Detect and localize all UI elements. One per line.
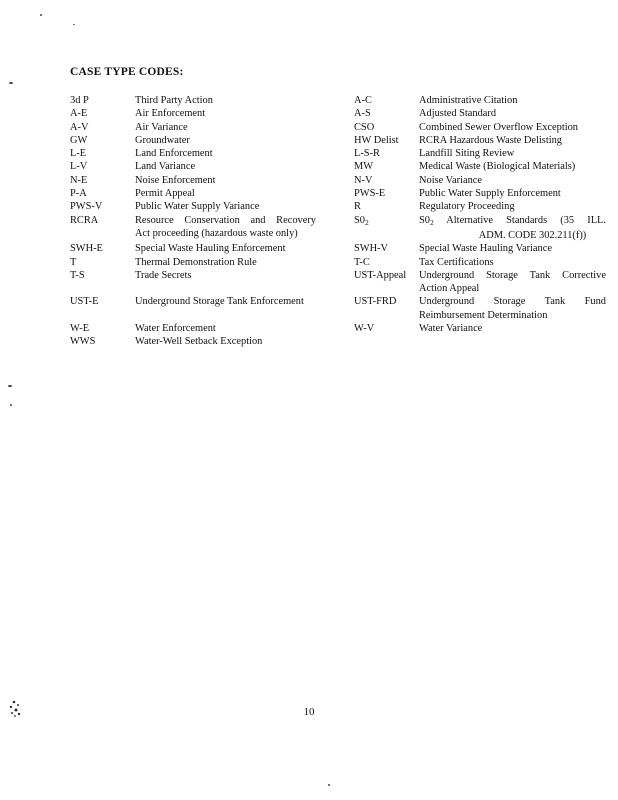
case-code: UST-E — [70, 296, 99, 308]
case-code: L-V — [70, 161, 88, 173]
case-description: Trade Secrets — [135, 269, 192, 281]
page-number: 10 — [303, 706, 315, 718]
case-description: Special Waste Hauling Variance — [419, 243, 552, 255]
case-description: $S0_2$ Alternative Standards (35 ILL. ADM. CODE 302.211(f)) — [419, 214, 606, 241]
table-row — [70, 94, 606, 107]
table-row — [70, 121, 606, 134]
case-code: A-E — [70, 108, 88, 120]
case-description: Administrative Citation — [419, 95, 518, 106]
case-description: Noise Enforcement — [135, 174, 216, 186]
case-code: PWS-E — [354, 188, 386, 200]
case-code: RCRA — [70, 214, 99, 226]
case-code: W-E — [70, 323, 90, 335]
case-code: A-C — [354, 95, 372, 106]
case-description: RCRA Hazardous Waste Delisting — [419, 134, 562, 146]
case-code: T-C — [354, 256, 370, 268]
case-description: Thermal Demonstration Rule — [135, 256, 257, 268]
case-description: Landfill Siting Review — [419, 148, 515, 160]
case-code: CSO — [354, 121, 375, 133]
case-description: Medical Waste (Biological Materials) — [419, 161, 576, 173]
case-description: Air Variance — [135, 121, 188, 133]
case-code: MW — [354, 161, 374, 173]
table-row — [70, 214, 606, 243]
case-description: Water Enforcement — [135, 323, 216, 335]
case-description: Resource Conservation and Recovery Act proceeding (hazardous waste only) — [135, 214, 316, 239]
case-description — [419, 335, 606, 348]
case-code: N-V — [354, 174, 373, 186]
scan-speck — [40, 14, 42, 16]
case-code: WWS — [70, 336, 96, 348]
table-row — [70, 335, 606, 348]
table-row — [70, 107, 606, 120]
table-row — [70, 242, 606, 255]
case-code: L-E — [70, 148, 87, 160]
case-code: HW Delist — [354, 134, 399, 146]
table-row — [70, 187, 606, 200]
scan-speck — [10, 404, 12, 406]
scan-speck — [9, 82, 13, 84]
case-description: Noise Variance — [419, 174, 482, 186]
case-description: Adjusted Standard — [419, 108, 497, 120]
table-row — [70, 269, 606, 296]
case-code: W-V — [354, 323, 375, 335]
case-code: SWH-E — [70, 243, 103, 255]
case-description: Public Water Supply Enforcement — [419, 188, 561, 200]
case-code: 3d P — [70, 95, 89, 106]
case-description: Water Variance — [419, 323, 483, 335]
case-code: UST-Appeal — [354, 269, 407, 281]
table-row — [70, 147, 606, 160]
scan-speck — [8, 385, 12, 387]
case-description: Underground Storage Tank Corrective Action Appeal — [419, 269, 606, 295]
case-description: Special Waste Hauling Enforcement — [135, 243, 286, 255]
case-code — [354, 335, 419, 348]
case-description: Third Party Action — [135, 95, 213, 106]
case-description: Land Enforcement — [135, 148, 213, 160]
case-code: T — [70, 256, 77, 268]
case-code: L-S-R — [354, 148, 380, 160]
table-row — [70, 174, 606, 187]
table-row — [70, 256, 606, 269]
case-description: Public Water Supply Variance — [135, 201, 260, 213]
case-code: PWS-V — [70, 201, 103, 213]
case-description: Permit Appeal — [135, 188, 195, 200]
table-row — [70, 200, 606, 213]
case-code: A-S — [354, 108, 371, 120]
case-code: T-S — [70, 269, 85, 281]
table-row — [70, 295, 606, 322]
case-description: Underground Storage Tank Fund Reimbursement Determination — [419, 296, 606, 321]
case-code: $S0_2$ — [354, 214, 369, 227]
case-description: Tax Certifications — [419, 256, 494, 268]
case-code: A-V — [70, 121, 89, 133]
case-code: P-A — [70, 188, 87, 200]
table-row — [70, 160, 606, 173]
table-row — [70, 134, 606, 147]
case-description: Combined Sewer Overflow Exception — [419, 121, 578, 133]
case-description: Underground Storage Tank Enforcement — [135, 296, 304, 308]
table-row — [70, 322, 606, 335]
case-code: N-E — [70, 174, 88, 186]
scan-speck — [73, 24, 75, 25]
case-code: GW — [70, 134, 88, 146]
case-code: UST-FRD — [354, 296, 397, 308]
case-type-codes-table — [70, 94, 606, 349]
case-code: R — [354, 201, 361, 213]
scan-speck — [328, 784, 330, 786]
case-description: Land Variance — [135, 161, 196, 173]
case-type-codes-heading: CASE TYPE CODES: — [70, 66, 184, 78]
case-description: Air Enforcement — [135, 108, 206, 120]
case-description: Water-Well Setback Exception — [135, 336, 263, 348]
case-description: Regulatory Proceeding — [419, 201, 515, 213]
case-code: SWH-V — [354, 243, 389, 255]
case-description: Groundwater — [135, 134, 190, 146]
